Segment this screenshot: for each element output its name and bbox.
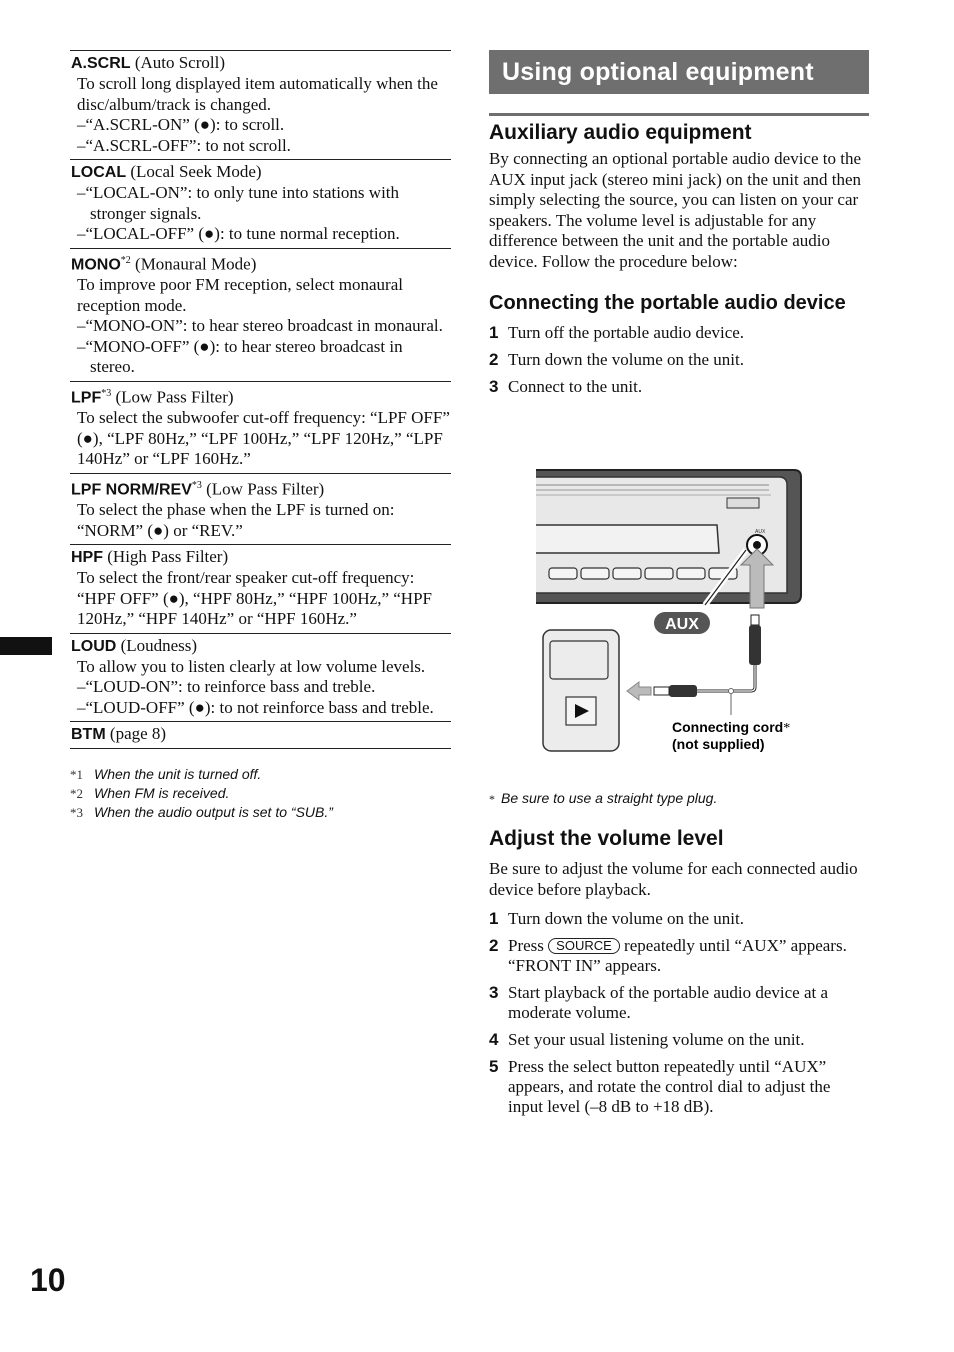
setting-option: –“LOUD-OFF” (●): to not reinforce bass and treble.: [77, 697, 434, 717]
connect-step: [489, 377, 869, 397]
setting-description: (Local Seek Mode): [126, 162, 262, 181]
setting-heading: [71, 547, 451, 568]
setting-description: (Loudness): [116, 635, 198, 655]
connect-step: [489, 323, 869, 343]
setting-body: [70, 183, 451, 245]
aux-heading: Auxiliary audio equipment: [489, 121, 752, 144]
setting-body: [70, 275, 451, 378]
jack-label: AUX: [755, 529, 766, 535]
setting-description: (High Pass Filter): [103, 547, 229, 567]
footnote-text: When FM is received.: [94, 785, 230, 802]
setting-description: (Monaural Mode): [130, 254, 257, 274]
footnote-mark: *2: [70, 786, 83, 802]
section-tab-marker: [0, 637, 52, 655]
step-text: Turn off the portable audio device.: [508, 323, 745, 342]
setting-entry: [70, 721, 451, 748]
setting-body: [70, 500, 451, 541]
setting-keyword: LPF: [71, 389, 102, 407]
setting-heading: [71, 162, 451, 183]
volume-step: 1 Turn down the volume on the unit.: [489, 909, 744, 928]
setting-body: [70, 74, 451, 156]
setting-option: –“LOCAL-ON”: to only tune into stations with stronger signals.: [77, 183, 400, 223]
setting-entry: [70, 248, 451, 381]
setting-text: To select the subwoofer cut-off frequency: “LPF OFF” (●), “LPF 80Hz,” “LPF 100Hz,” “LPF 120Hz,” “LPF 140Hz” or “LPF 160Hz.”: [77, 408, 450, 469]
step-number: 1: [489, 323, 499, 342]
setting-text: To select the phase when the LPF is turned on: “NORM” (●) or “REV.”: [77, 500, 395, 540]
banner-rule: [489, 113, 869, 116]
volume-step: 2 Press SOURCE repeatedly until “AUX” appears. “FRONT IN” appears.: [489, 936, 847, 975]
volume-step: 5 Press the select button repeatedly until “AUX” appears, and rotate the control dial to adjust the input level (–8 dB to +18 dB).: [489, 1057, 831, 1116]
volume-intro: Be sure to adjust the volume for each connected audio device before playback.: [489, 859, 858, 899]
setting-entry: [70, 50, 451, 159]
setting-option: –“LOCAL-OFF” (●): to tune normal reception.: [77, 224, 400, 243]
setting-heading: [71, 384, 451, 409]
connect-steps: [489, 323, 869, 397]
aux-badge-text: AUX: [665, 616, 699, 633]
settings-list-column: [70, 50, 451, 822]
step-number: 3: [489, 377, 499, 396]
setting-option: –“LOUD-ON”: to reinforce bass and treble.: [77, 677, 376, 697]
setting-text: To scroll long displayed item automatically when the disc/album/track is changed.: [77, 74, 438, 114]
setting-keyword: HPF: [71, 549, 103, 567]
setting-heading: [71, 636, 451, 657]
setting-description: (Low Pass Filter): [201, 479, 325, 499]
page-number: 10: [30, 1262, 66, 1298]
cord-label-line1: Connecting cord*: [672, 719, 791, 736]
setting-option: –“MONO-OFF” (●): to hear stereo broadcast in stereo.: [77, 336, 403, 377]
setting-heading: [71, 251, 451, 276]
footnote-mark: *1: [70, 767, 83, 783]
footnote-ref: *3: [101, 387, 112, 399]
step-number: 2: [489, 350, 499, 369]
source-button-glyph: SOURCE: [548, 938, 620, 954]
footnote-text: When the audio output is set to “SUB.”: [94, 804, 333, 821]
footnote-mark: *3: [70, 805, 83, 821]
cord-label-line2: (not supplied): [672, 736, 765, 752]
setting-entry: [70, 159, 451, 248]
footnote: [70, 765, 451, 784]
setting-keyword: BTM: [71, 726, 106, 744]
aux-connection-diagram: [489, 465, 819, 765]
section-banner: Using optional equipment: [489, 50, 869, 94]
setting-description: (Low Pass Filter): [111, 387, 234, 407]
volume-heading: Adjust the volume level: [489, 827, 724, 850]
setting-entry: [70, 544, 451, 633]
setting-option: –“MONO-ON”: to hear stereo broadcast in monaural.: [77, 316, 443, 336]
setting-option: –“A.SCRL-ON” (●): to scroll.: [77, 115, 285, 134]
volume-step: 4 Set your usual listening volume on the unit.: [489, 1030, 805, 1049]
output-arrow: [627, 682, 651, 700]
setting-text: To allow you to listen clearly at low volume levels.: [77, 656, 426, 676]
setting-heading: [71, 724, 451, 745]
connect-step: [489, 350, 869, 370]
connect-heading: Connecting the portable audio device: [489, 292, 846, 314]
setting-body: [70, 657, 451, 719]
aux-badge: [654, 612, 710, 634]
setting-keyword: LOCAL: [71, 164, 127, 181]
step-text: Turn down the volume on the unit.: [508, 350, 744, 369]
setting-heading: [71, 476, 451, 501]
volume-steps: [489, 909, 869, 1117]
footnotes: [70, 765, 451, 822]
setting-text: To select the front/rear speaker cut-off frequency: “HPF OFF” (●), “HPF 80Hz,” “HPF 100Hz,” “HPF 120Hz,” “HPF 140Hz” or “HPF 160Hz.”: [77, 568, 432, 629]
setting-keyword: LOUD: [71, 637, 117, 655]
setting-entry: [70, 633, 451, 722]
setting-entry: [70, 381, 451, 473]
setting-body: [70, 568, 451, 630]
setting-keyword: MONO: [71, 256, 121, 274]
footnote-ref: *2: [120, 254, 131, 266]
setting-keyword: A.SCRL: [71, 55, 131, 72]
setting-body: [70, 408, 451, 470]
footnote-ref: *3: [191, 479, 202, 491]
aux-intro: By connecting an optional portable audio device to the AUX input jack (stereo mini jack) on the unit and then simply selecting the source, you can listen on your car speakers. The volume level is adjustable for any difference between the unit and the portable audio device. Follow the procedure below:: [489, 149, 862, 271]
footnote: [70, 803, 451, 822]
setting-keyword: LPF NORM/REV: [71, 481, 192, 499]
volume-step: 3 Start playback of the portable audio device at a moderate volume.: [489, 983, 829, 1022]
footnote: [70, 784, 451, 803]
setting-entry: [70, 473, 451, 545]
step-text: Connect to the unit.: [508, 377, 643, 396]
setting-heading: [71, 53, 451, 74]
setting-text: To improve poor FM reception, select monaural reception mode.: [77, 275, 403, 315]
setting-description: (page 8): [105, 724, 167, 744]
portable-audio-device: [543, 630, 619, 751]
setting-description: (Auto Scroll): [130, 53, 225, 72]
plug-note: * Be sure to use a straight type plug.: [489, 790, 718, 806]
footnote-text: When the unit is turned off.: [94, 766, 262, 783]
list-end-rule: [70, 748, 451, 749]
setting-option: –“A.SCRL-OFF”: to not scroll.: [77, 135, 291, 155]
